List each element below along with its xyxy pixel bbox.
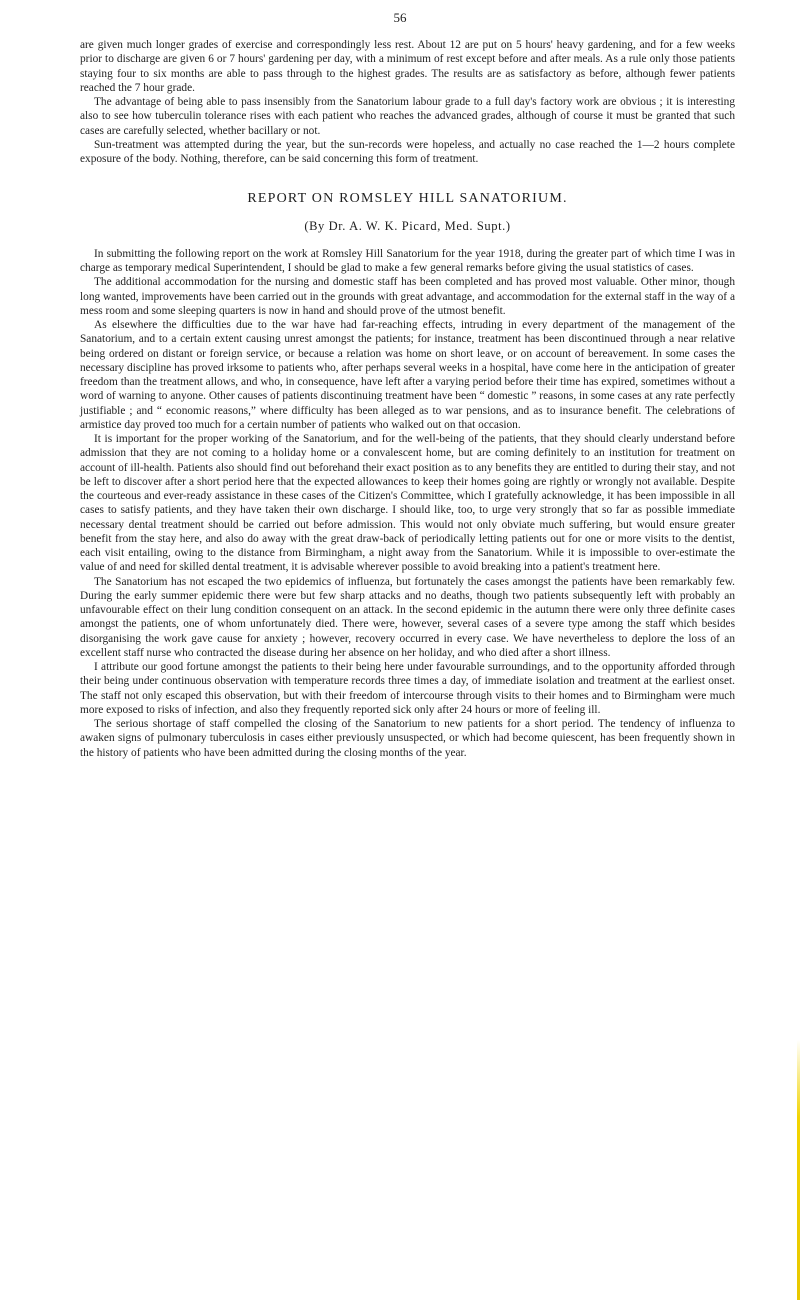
- report-byline: (By Dr. A. W. K. Picard, Med. Supt.): [304, 218, 511, 233]
- report-paragraph-1: In submitting the following report on the work at Romsley Hill Sanatorium for the year 1918, during the greater part of which time I was in charge as temporary medical Superintendent, I should be glad to make a few general remarks before giving the usual statistics of cases.: [80, 247, 735, 274]
- page-number: 56: [393, 10, 407, 25]
- report-paragraph-7: The serious shortage of staff compelled the closing of the Sanatorium to new patients for a short period. The tendency of influenza to awaken signs of pulmonary tuberculosis in cases either previously unsuspected, or which had become quiescent, has been frequently shown in the history of patients who have been admitted during the closing months of the year.: [80, 718, 735, 759]
- report-title: REPORT ON ROMSLEY HILL SANATORIUM.: [247, 191, 568, 207]
- report-paragraph-6: I attribute our good fortune amongst the patients to their being here under favourable surroundings, and to the opportunity afforded through their being under continuous observation with temperature records three times a day, of immediate isolation and treatment at the earliest onset. The staff not only escaped this observation, but with their freedom of intercourse through visits to their homes and to Birmingham were much more exposed to risks of infection, and also they frequently reported sick only after 24 hours or more of feeling ill.: [80, 661, 735, 716]
- report-paragraph-4: It is important for the proper working of the Sanatorium, and for the well-being of the patients, that they should clearly understand before admission that they are not coming to a holiday home or a convalescent home, but are coming definitely to an institution for treatment on account of ill-health. Patients also should find out beforehand their exact position as to any benefits they are entitled to during their stay, and not be left to discover after a short period here that the expected allowances to keep their homes going are rightly or wrongly not available. Despite the courteous and ever-ready assistance in these cases of the Citizen's Committee, which I gratefully acknowledge, it has been impossible in all cases to satisfy patients, and they have taken their own discharge. I should like, too, to urge very strongly that so far as possible immediate necessary dental treatment should be carried out before admission. This would not only obviate much suffering, but would ensure greater benefit from the stay here, and also do away with the great draw-back of periodically letting patients out for one or more visits to the dentist, each visit entailing, owing to the distance from Birmingham, a night away from the Sanatorium. While it is impossible to over-estimate the value of and need for skilled dental treatment, it is advisable wherever possible to avoid breaking into a patient's treatment here.: [80, 433, 735, 574]
- report-paragraph-5: The Sanatorium has not escaped the two epidemics of influenza, but fortunately the cases amongst the patients have been remarkably few. During the early summer epidemic there were but few sharp attacks and no deaths, though two patients subsequently left with probably an unfavourable effect on their lung condition consequent on an attack. In the second epidemic in the autumn there were only three definite cases amongst the patients, one of whom unfortunately died. There were, however, several cases of a severe type among the staff which besides disorganising the work gave cause for anxiety ; however, recovery occurred in every case. We have nevertheless to deplore the loss of an excellent staff nurse who contracted the disease during her absence on her holiday, and who died after a short illness.: [80, 575, 735, 659]
- intro-paragraph-1: are given much longer grades of exercise and correspondingly less rest. About 12 are put on 5 hours' heavy gardening, and for a few weeks prior to discharge are given 6 or 7 hours' gardening per day, with a minimum of rest except before and after meals. As a rule only those patients staying four to six months are able to pass through to the highest grades. The results are as satisfactory as before, although fewer patients reached the 7 hour grade.: [80, 39, 735, 94]
- report-paragraph-2: The additional accommodation for the nursing and domestic staff has been completed and has proved most valuable. Other minor, though long wanted, improvements have been carried out in the grounds with great advantage, and accommodation for the external staff in the way of a mess room and some sleeping quarters is now in hand and should prove of the utmost benefit.: [80, 276, 735, 317]
- intro-paragraph-3: Sun-treatment was attempted during the year, but the sun-records were hopeless, and actually no case reached the 1—2 hours complete exposure of the body. Nothing, therefore, can be said concerning this form of treatment.: [80, 138, 735, 165]
- report-paragraph-3: As elsewhere the difficulties due to the war have had far-reaching effects, intruding in every department of the management of the Sanatorium, and to a certain extent causing unrest amongst the patients; for instance, treatment has been discontinued through a near relative being ordered on distant or foreign service, or because a relation was home on short leave, or on account of bereavement. In some cases the necessary discipline has proved irksome to patients who, after perhaps several weeks in a hospital, have come here in the anticipation of greater freedom than the treatment allows, and who, in consequence, have left after a varying period before their time has expired, sometimes without a word of warning to anyone. Other causes of patients discontinuing treatment have been “ domestic ” reasons, in some cases at any rate perfectly justifiable ; and “ economic reasons,” where difficulty has been alleged as to war pensions, and as to insurance benefit. The celebrations of armistice day proved too much for a certain number of patients who walked out on that occasion.: [80, 319, 735, 431]
- intro-paragraph-2: The advantage of being able to pass insensibly from the Sanatorium labour grade to a full day's factory work are obvious ; it is interesting also to see how tuberculin tolerance rises with each patient who reaches the advanced grades, although of course it must be granted that such cases are carefully selected, whether bacillary or not.: [80, 96, 735, 137]
- text-column: [80, 38, 735, 760]
